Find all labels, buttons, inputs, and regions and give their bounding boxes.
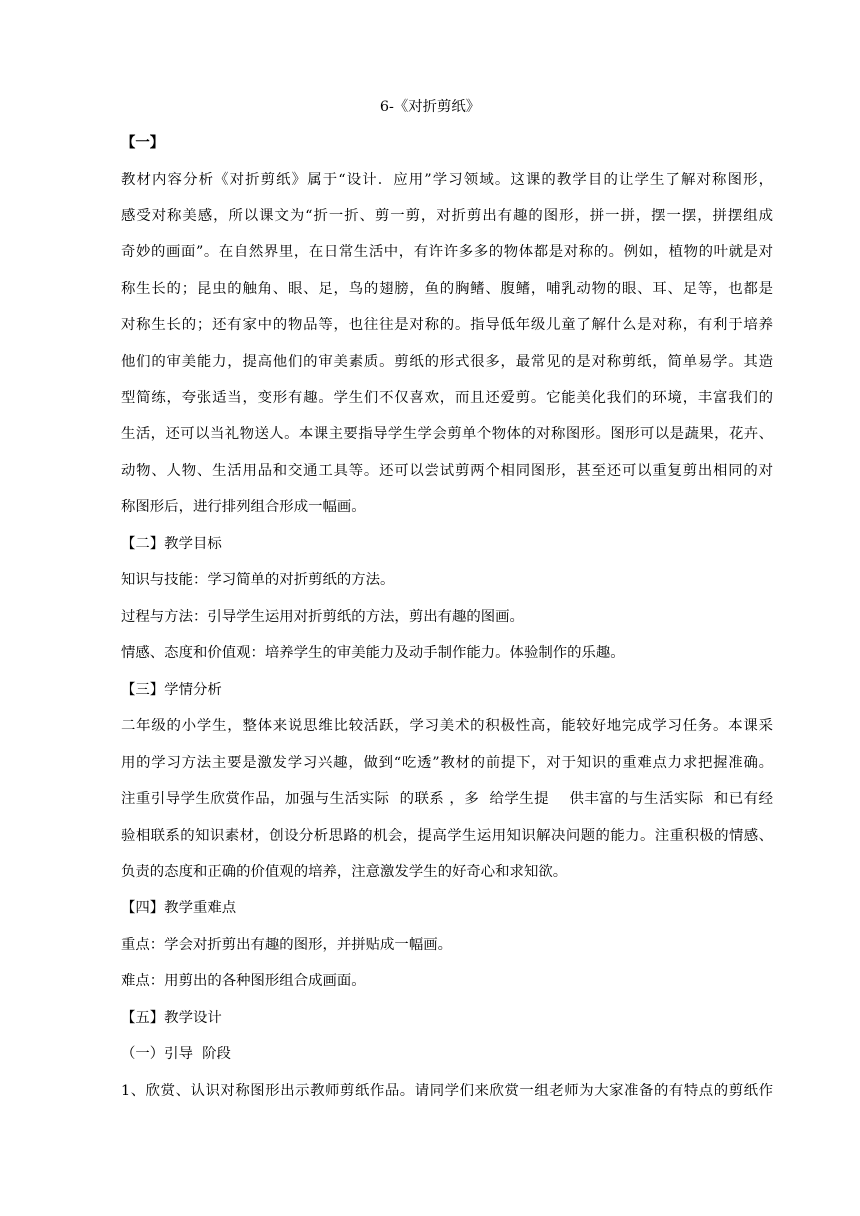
section-2-heading: 【二】教学目标	[121, 536, 222, 552]
objective-line: 情感、态度和价值观：培养学生的审美能力及动手制作能力。体验制作的乐趣。	[121, 645, 625, 661]
objective-line: 知识与技能：学习简单的对折剪纸的方法。	[121, 572, 395, 588]
paragraph-line: 他们的审美能力，提高他们的审美素质。剪纸的形式很多，最常见的是对称剪纸，简单易学。其造	[121, 354, 773, 370]
paragraph-line: 称图形后，进行排列组合形成一幅画。	[121, 499, 366, 515]
paragraph-line: 感受对称美感，所以课文为“折一折、剪一剪，对折剪出有趣的图形，拼一拼，摆一摆，拼摆组成	[121, 208, 773, 224]
section-1-heading: 【一】	[121, 134, 165, 151]
paragraph-line: 用的学习方法主要是激发学习兴趣，做到“吃透”教材的前提下，对于知识的重难点力求把握准确。	[121, 755, 773, 771]
paragraph-line: 动物、人物、生活用品和交通工具等。还可以尝试剪两个相同图形，甚至还可以重复剪出相同的对	[121, 463, 773, 479]
difficulty-line: 难点：用剪出的各种图形组合成画面。	[121, 973, 366, 989]
document-title: 6-《对折剪纸》	[379, 99, 481, 115]
paragraph-line: 注重引导学生欣赏作品，加强与生活实际 的联系 ，多 给学生提 供丰富的与生活实际 和已有经	[121, 791, 773, 807]
paragraph-line: 二年级的小学生，整体来说思维比较活跃，学习美术的积极性高，能较好地完成学习任务。本课采	[121, 718, 773, 734]
objective-line: 过程与方法：引导学生运用对折剪纸的方法，剪出有趣的图画。	[121, 609, 524, 625]
section-5-heading: 【五】教学设计	[121, 1010, 222, 1026]
section-3-heading: 【三】学情分析	[121, 682, 222, 698]
key-point-line: 重点：学会对折剪出有趣的图形，并拼贴成一幅画。	[121, 937, 452, 953]
section-4-heading: 【四】教学重难点	[121, 900, 237, 916]
paragraph-line: 负责的态度和正确的价值观的培养，注意激发学生的好奇心和求知欲。	[121, 864, 568, 880]
paragraph-line: 奇妙的画面”。在自然界里，在日常生活中，有许许多多的物体都是对称的。例如，植物的叶就是对	[121, 244, 773, 260]
paragraph-line: 1、欣赏、认识对称图形出示教师剪纸作品。请同学们来欣赏一组老师为大家准备的有特点的剪纸作	[121, 1083, 773, 1099]
paragraph-line: 生活，还可以当礼物送人。本课主要指导学生学会剪单个物体的对称图形。图形可以是蔬果，花卉、	[121, 426, 773, 442]
paragraph-line: 对称生长的；还有家中的物品等，也往往是对称的。指导低年级儿童了解什么是对称，有利于培养	[121, 317, 773, 333]
paragraph-line: 教材内容分析《对折剪纸》属于“设计．应用”学习领域。这课的教学目的让学生了解对称图形，	[121, 172, 773, 188]
paragraph-line: 称生长的；昆虫的触角、眼、足，鸟的翅膀，鱼的胸鳍、腹鳍，哺乳动物的眼、耳、足等，也都是	[121, 281, 773, 297]
paragraph-line: 验相联系的知识素材，创设分析思路的机会，提高学生运用知识解决问题的能力。注重积极的情感、	[121, 828, 773, 844]
paragraph-line: 型简练，夸张适当，变形有趣。学生们不仅喜欢，而且还爱剪。它能美化我们的环境，丰富我们的	[121, 390, 773, 406]
subsection-heading: （一）引导 阶段	[121, 1046, 231, 1062]
